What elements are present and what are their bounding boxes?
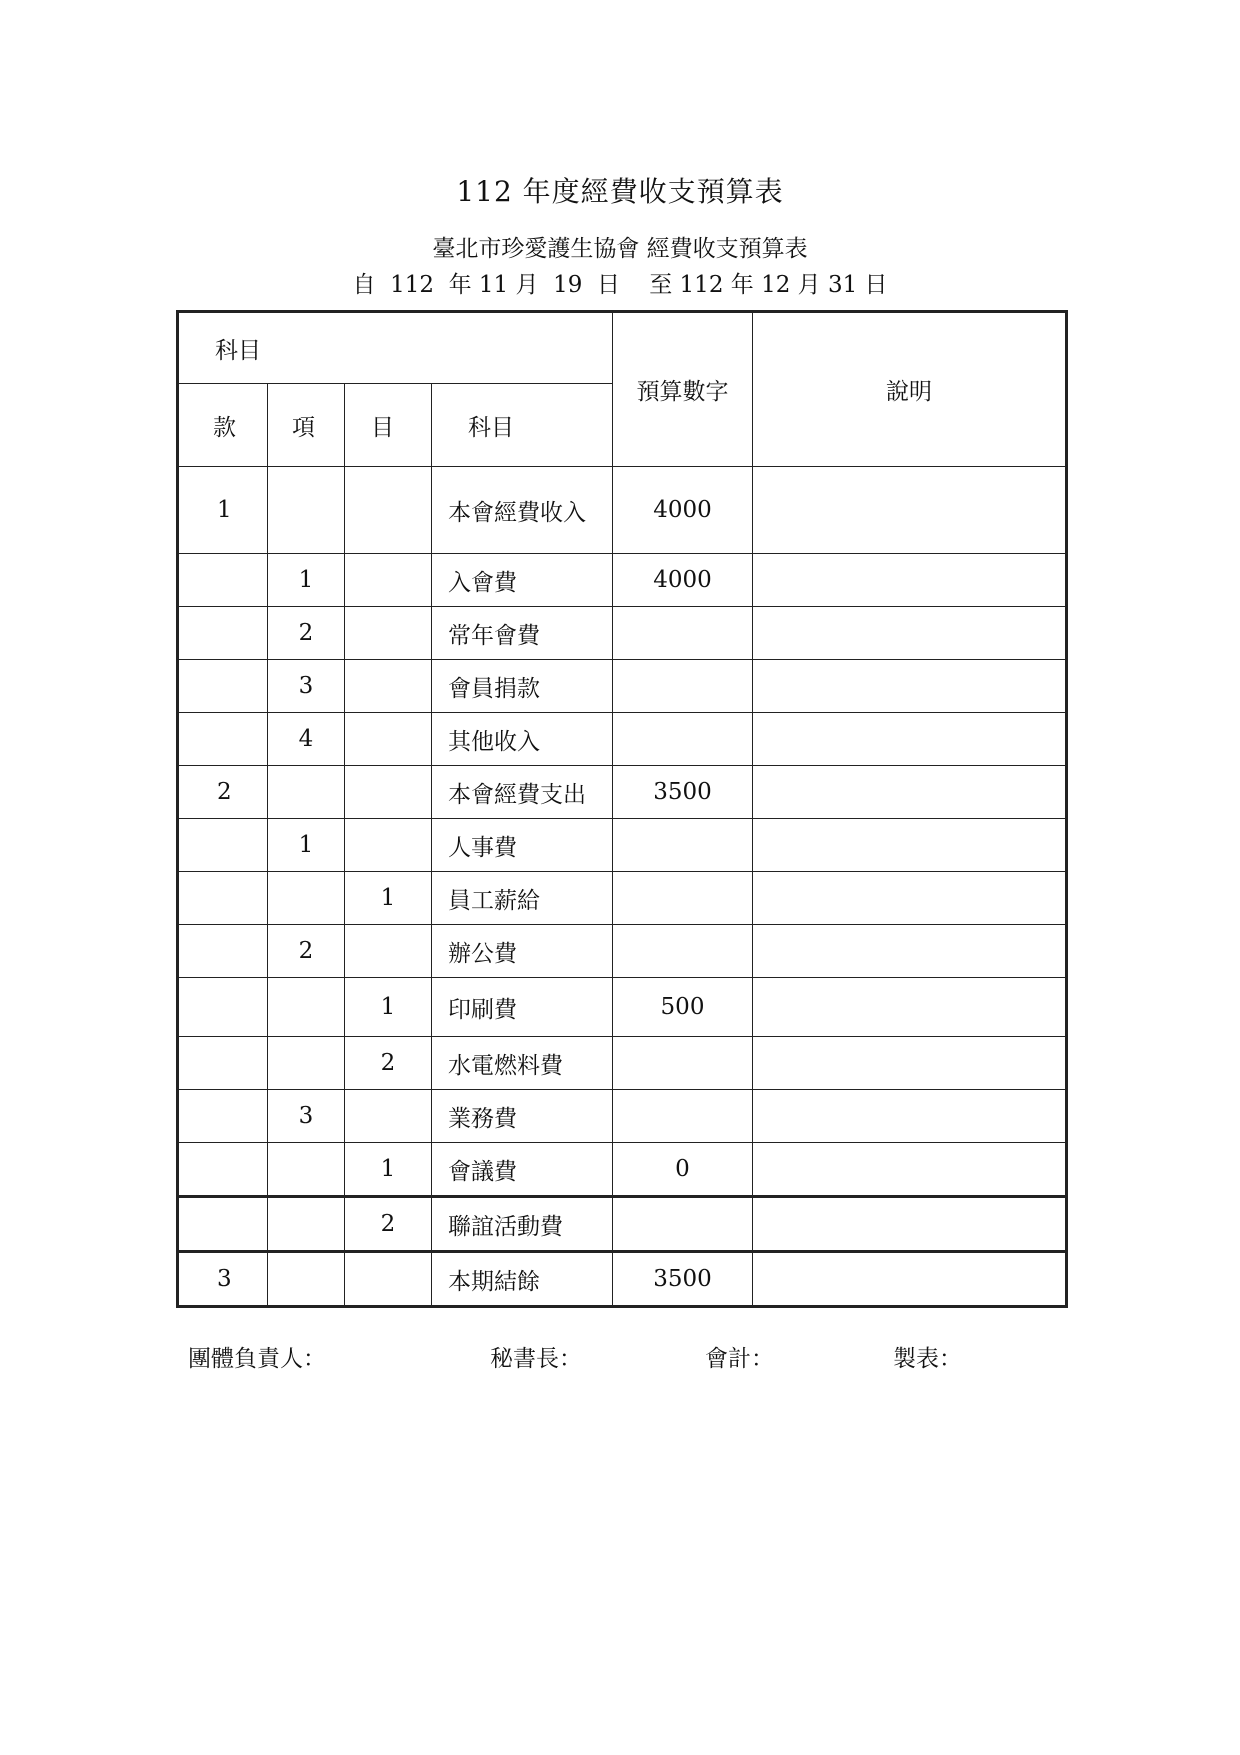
xiang-cell [268,1037,345,1090]
xiang-cell [268,467,345,554]
note-cell [753,819,1067,872]
xiang-cell: 3 [268,1090,345,1143]
mu-cell: 2 [345,1197,432,1252]
note-cell [753,978,1067,1037]
budget-cell [613,819,753,872]
kuan-cell: 2 [178,766,268,819]
budget-cell [613,872,753,925]
xiang-cell [268,978,345,1037]
subject-cell: 業務費 [432,1090,613,1143]
note-cell [753,660,1067,713]
header-subject-group: 科目 [178,312,613,384]
document-title: 112 年度經費收支預算表 [456,175,784,208]
note-cell [753,607,1067,660]
table-row [178,607,1067,660]
subject-cell: 聯誼活動費 [432,1197,613,1252]
table-row [178,766,1067,819]
kuan-cell [178,1143,268,1197]
header-budget: 預算數字 [613,312,753,467]
mu-cell [345,660,432,713]
kuan-cell [178,1197,268,1252]
kuan-cell: 1 [178,467,268,554]
mu-cell [345,819,432,872]
xiang-cell [268,1143,345,1197]
table-row [178,1252,1067,1307]
table-row [178,660,1067,713]
note-cell [753,1090,1067,1143]
budget-cell: 3500 [613,766,753,819]
mu-cell [345,607,432,660]
mu-cell: 2 [345,1037,432,1090]
budget-cell: 0 [613,1143,753,1197]
note-cell [753,713,1067,766]
subject-cell: 辦公費 [432,925,613,978]
xiang-cell: 2 [268,925,345,978]
kuan-cell [178,978,268,1037]
document-subtitle: 臺北市珍愛護生協會 經費收支預算表 [432,236,808,262]
subject-cell: 會員捐款 [432,660,613,713]
mu-cell [345,467,432,554]
xiang-cell: 3 [268,660,345,713]
budget-cell [613,713,753,766]
subject-cell: 水電燃料費 [432,1037,613,1090]
note-cell [753,1037,1067,1090]
subject-cell: 其他收入 [432,713,613,766]
header-note: 說明 [753,312,1067,467]
mu-cell: 1 [345,978,432,1037]
xiang-cell [268,1252,345,1307]
table-row [178,1037,1067,1090]
note-cell [753,766,1067,819]
subject-cell: 入會費 [432,554,613,607]
subject-cell: 常年會費 [432,607,613,660]
kuan-cell [178,925,268,978]
kuan-cell [178,660,268,713]
xiang-cell [268,872,345,925]
table-row [178,1143,1067,1197]
xiang-cell: 4 [268,713,345,766]
kuan-cell [178,607,268,660]
budget-period: 自 112 年 11 月 19 日 至 112 年 12 月 31 日 [352,272,888,298]
kuan-cell [178,819,268,872]
subject-cell: 本會經費收入 [432,467,613,554]
kuan-cell [178,713,268,766]
note-cell [753,1197,1067,1252]
budget-cell [613,925,753,978]
header-kuan: 款 [178,384,268,467]
budget-cell: 3500 [613,1252,753,1307]
xiang-cell [268,766,345,819]
kuan-cell [178,1037,268,1090]
budget-cell [613,1090,753,1143]
xiang-cell [268,1197,345,1252]
note-cell [753,872,1067,925]
budget-cell [613,1037,753,1090]
mu-cell: 1 [345,872,432,925]
mu-cell [345,925,432,978]
header-mu: 目 [345,384,432,467]
table-row [178,1197,1067,1252]
header-xiang: 項 [268,384,345,467]
note-cell [753,554,1067,607]
table-row [178,554,1067,607]
mu-cell [345,1090,432,1143]
mu-cell: 1 [345,1143,432,1197]
signature-secretary: 秘書長： [490,1346,582,1372]
subject-cell: 本期結餘 [432,1252,613,1307]
budget-cell [613,607,753,660]
note-cell [753,1252,1067,1307]
subject-cell: 會議費 [432,1143,613,1197]
kuan-cell [178,1090,268,1143]
note-cell [753,925,1067,978]
header-row-top [178,312,1067,384]
mu-cell [345,713,432,766]
signature-accountant: 會計： [705,1346,774,1372]
kuan-cell [178,554,268,607]
subject-cell: 員工薪給 [432,872,613,925]
xiang-cell: 1 [268,819,345,872]
budget-cell [613,660,753,713]
subject-cell: 人事費 [432,819,613,872]
note-cell [753,1143,1067,1197]
mu-cell [345,1252,432,1307]
kuan-cell: 3 [178,1252,268,1307]
budget-cell: 500 [613,978,753,1037]
table-row [178,978,1067,1037]
budget-cell: 4000 [613,467,753,554]
note-cell [753,467,1067,554]
table-row [178,1090,1067,1143]
budget-table [176,310,1068,1308]
table-row [178,872,1067,925]
table-row [178,467,1067,554]
kuan-cell [178,872,268,925]
table-row [178,925,1067,978]
mu-cell [345,554,432,607]
mu-cell [345,766,432,819]
budget-cell: 4000 [613,554,753,607]
subject-cell: 本會經費支出 [432,766,613,819]
table-row [178,819,1067,872]
xiang-cell: 2 [268,607,345,660]
signature-preparer: 製表： [893,1346,962,1372]
subject-cell: 印刷費 [432,978,613,1037]
xiang-cell: 1 [268,554,345,607]
table-row [178,713,1067,766]
budget-cell [613,1197,753,1252]
header-subject: 科目 [432,384,613,467]
signature-leader: 團體負責人： [188,1346,326,1372]
